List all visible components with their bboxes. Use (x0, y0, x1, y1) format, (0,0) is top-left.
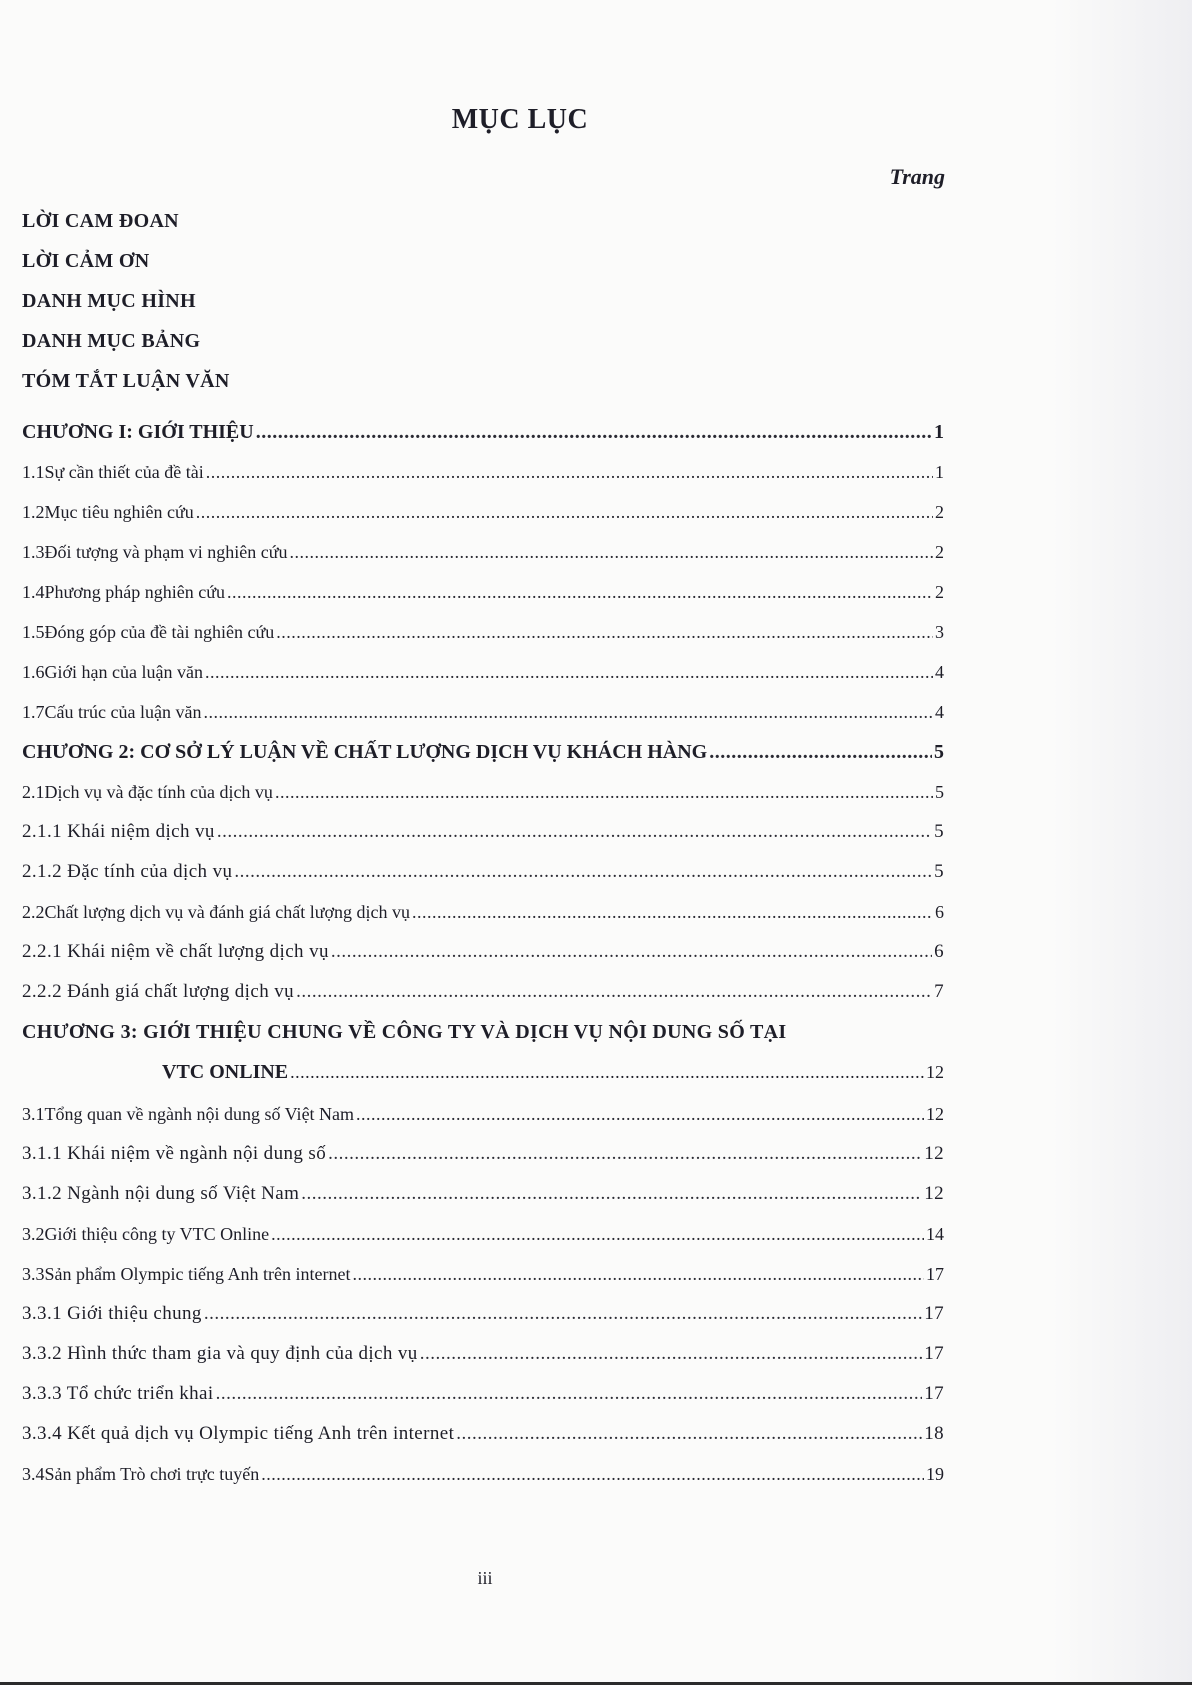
dot-leader (206, 460, 933, 484)
toc-entry-page: 12 (926, 1062, 944, 1082)
toc-entry-label: 1.7Cấu trúc của luận văn (22, 702, 202, 722)
toc-entry-section[interactable] (22, 1222, 944, 1262)
toc-entry-page: 17 (924, 1383, 944, 1404)
dot-leader (276, 620, 933, 644)
toc-entry-label: 1.6Giới hạn của luận văn (22, 662, 203, 682)
toc-entry-label: 3.3.2 Hình thức tham gia và quy định của dịch vụ (22, 1343, 418, 1364)
dot-leader (204, 1302, 922, 1326)
dot-leader (352, 1262, 924, 1286)
toc-entry-page: 2 (935, 582, 944, 602)
toc-entry-page: 6 (935, 902, 944, 922)
toc-entry-label: CHƯƠNG 2: CƠ SỞ LÝ LUẬN VỀ CHẤT LƯỢNG DỊCH VỤ KHÁCH HÀNG (22, 741, 708, 763)
dot-leader (456, 1422, 922, 1446)
page-column-header: Trang (889, 164, 945, 189)
toc-entry-sub[interactable] (22, 820, 944, 860)
toc-entry-label: 3.3.3 Tổ chức triển khai (22, 1383, 214, 1404)
toc-entry-page: 4 (935, 702, 944, 722)
toc-entry-label: 2.2.2 Đánh giá chất lượng dịch vụ (22, 981, 295, 1002)
toc-entry-sub[interactable] (22, 1342, 944, 1382)
dot-leader (271, 1222, 924, 1246)
toc-entry-page: 3 (935, 622, 944, 642)
toc-entry-section[interactable] (22, 780, 944, 820)
toc-entry-chapter[interactable] (22, 740, 944, 780)
toc-entry-section[interactable] (22, 900, 944, 940)
toc-entry-label: 2.1Dịch vụ và đặc tính của dịch vụ (22, 782, 273, 802)
dot-leader (331, 940, 932, 964)
toc-entry-label: CHƯƠNG 3: GIỚI THIỆU CHUNG VỀ CÔNG TY VÀ DỊCH VỤ NỘI DUNG SỐ TẠI (22, 1021, 787, 1043)
toc-entry-label: 1.5Đóng góp của đề tài nghiên cứu (22, 622, 275, 642)
toc-entry-page: 4 (935, 662, 944, 682)
front-matter-item[interactable]: LỜI CẢM ƠN (22, 250, 150, 272)
toc-entry-page: 12 (924, 1143, 944, 1164)
toc-entry-label: 3.4Sản phẩm Trò chơi trực tuyến (22, 1464, 260, 1484)
toc-entry-sub[interactable] (22, 1422, 944, 1462)
dot-leader (196, 500, 933, 524)
dot-leader (227, 580, 933, 604)
toc-entry-label: 3.1Tổng quan về ngành nội dung số Việt Nam (22, 1104, 355, 1124)
toc-entry-page: 2 (935, 542, 944, 562)
toc-entry-page: 6 (934, 941, 944, 962)
toc-entry-section[interactable] (22, 460, 944, 500)
toc-entry-sub[interactable] (22, 1382, 944, 1422)
toc-entry-section[interactable] (22, 1102, 944, 1142)
dot-leader (420, 1342, 922, 1366)
toc-entry-chapter[interactable] (22, 420, 944, 460)
toc-entry-sub[interactable] (22, 1142, 944, 1182)
toc-entry-label: 2.1.2 Đặc tính của dịch vụ (22, 861, 233, 882)
toc-list (22, 420, 944, 1502)
dot-leader (216, 1382, 923, 1406)
front-matter-item[interactable]: TÓM TẮT LUẬN VĂN (22, 370, 230, 392)
toc-entry-sub[interactable] (22, 1182, 944, 1222)
toc-entry-label: 1.2Mục tiêu nghiên cứu (22, 502, 194, 522)
toc-entry-label: 3.3.1 Giới thiệu chung (22, 1303, 202, 1324)
toc-entry-label: VTC ONLINE (162, 1061, 289, 1083)
toc-entry-sub[interactable] (22, 1302, 944, 1342)
dot-leader (296, 980, 932, 1004)
dot-leader (261, 1462, 924, 1486)
toc-entry-page: 5 (935, 782, 944, 802)
toc-title: MỤC LỤC (451, 104, 589, 135)
toc-entry-section[interactable] (22, 620, 944, 660)
page-number: iii (477, 1568, 493, 1588)
toc-entry-page: 14 (926, 1224, 944, 1244)
toc-entry-section[interactable] (22, 1262, 944, 1302)
toc-entry-sub[interactable] (22, 860, 944, 900)
toc-entry-label: 2.2Chất lượng dịch vụ và đánh giá chất lượng dịch vụ (22, 902, 410, 922)
toc-entry-chapter-3[interactable] (22, 1020, 944, 1102)
toc-entry-page: 5 (934, 861, 944, 882)
toc-entry-section[interactable] (22, 500, 944, 540)
toc-entry-page: 5 (934, 741, 944, 763)
front-matter-item[interactable]: LỜI CAM ĐOAN (22, 210, 179, 232)
toc-entry-label: 3.2Giới thiệu công ty VTC Online (22, 1224, 270, 1244)
toc-entry-section[interactable] (22, 700, 944, 740)
toc-entry-label: 1.3Đối tượng và phạm vi nghiên cứu (22, 542, 288, 562)
toc-entry-label: 1.1Sự cần thiết của đề tài (22, 462, 204, 482)
toc-entry-page: 17 (924, 1303, 944, 1324)
dot-leader (275, 780, 933, 804)
toc-entry-section[interactable] (22, 540, 944, 580)
toc-entry-section[interactable] (22, 1462, 944, 1502)
toc-entry-label: 1.4Phương pháp nghiên cứu (22, 582, 226, 602)
toc-entry-section[interactable] (22, 580, 944, 620)
toc-entry-label: 2.1.1 Khái niệm dịch vụ (22, 821, 215, 842)
toc-entry-sub[interactable] (22, 940, 944, 980)
front-matter-item[interactable]: DANH MỤC BẢNG (22, 330, 201, 352)
dot-leader (290, 1060, 924, 1084)
dot-leader (290, 540, 934, 564)
toc-entry-label: CHƯƠNG I: GIỚI THIỆU (22, 421, 254, 443)
toc-entry-page: 12 (926, 1104, 944, 1124)
toc-entry-label: 3.3.4 Kết quả dịch vụ Olympic tiếng Anh trên internet (22, 1423, 455, 1444)
toc-entry-page: 12 (924, 1183, 944, 1204)
front-matter-list (22, 208, 622, 408)
dot-leader (328, 1142, 922, 1166)
dot-leader (709, 740, 932, 764)
toc-entry-page: 17 (924, 1343, 944, 1364)
toc-entry-label: 3.1.2 Ngành nội dung số Việt Nam (22, 1183, 300, 1204)
toc-entry-page: 1 (935, 462, 944, 482)
toc-entry-page: 5 (934, 821, 944, 842)
toc-entry-label: 2.2.1 Khái niệm về chất lượng dịch vụ (22, 941, 329, 962)
toc-entry-sub[interactable] (22, 980, 944, 1020)
toc-entry-page: 19 (926, 1464, 944, 1484)
toc-entry-section[interactable] (22, 660, 944, 700)
toc-entry-page: 18 (924, 1423, 944, 1444)
toc-entry-page: 17 (926, 1264, 944, 1284)
toc-entry-page: 1 (934, 421, 944, 443)
toc-entry-page: 2 (935, 502, 944, 522)
toc-entry-page: 7 (934, 981, 944, 1002)
dot-leader (412, 900, 933, 924)
dot-leader (203, 700, 933, 724)
dot-leader (205, 660, 933, 684)
dot-leader (217, 820, 932, 844)
toc-entry-label: 3.1.1 Khái niệm về ngành nội dung số (22, 1143, 327, 1164)
dot-leader (234, 860, 932, 884)
dot-leader (256, 420, 932, 444)
scan-shadow (1052, 0, 1192, 1685)
dot-leader (356, 1102, 924, 1126)
dot-leader (301, 1182, 922, 1206)
front-matter-item[interactable]: DANH MỤC HÌNH (22, 290, 196, 312)
toc-entry-label: 3.3Sản phẩm Olympic tiếng Anh trên internet (22, 1264, 351, 1284)
